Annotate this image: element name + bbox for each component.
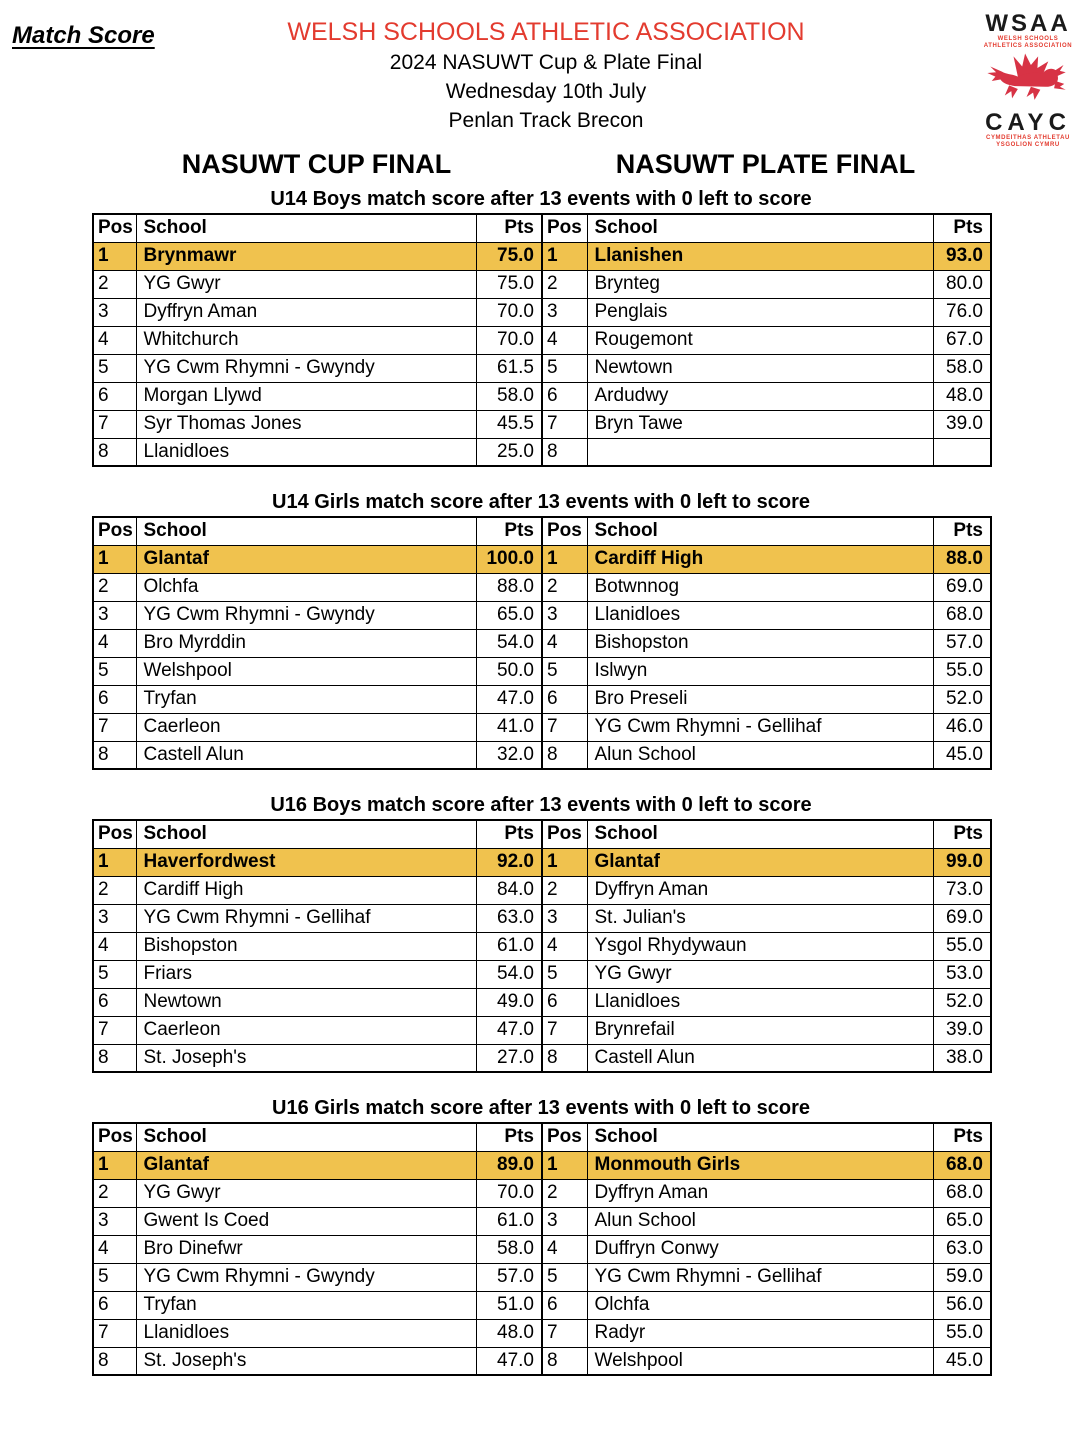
pts-cell: 70.0 — [476, 1179, 542, 1207]
pos-cell: 7 — [542, 1319, 587, 1347]
school-cell: Radyr — [587, 1319, 933, 1347]
pts-cell: 84.0 — [476, 876, 542, 904]
pos-cell: 1 — [542, 242, 587, 270]
table-row — [93, 629, 991, 657]
pos-cell: 6 — [93, 685, 136, 713]
school-header: School — [587, 517, 933, 545]
pts-cell: 69.0 — [933, 904, 991, 932]
school-cell: Penglais — [587, 298, 933, 326]
school-cell: YG Cwm Rhymni - Gwyndy — [136, 601, 476, 629]
school-cell: Newtown — [587, 354, 933, 382]
table-row — [93, 1347, 991, 1375]
pts-cell: 47.0 — [476, 1016, 542, 1044]
pts-header: Pts — [476, 820, 542, 848]
table-row — [93, 298, 991, 326]
section-title: U14 Boys match score after 13 events with 0 left to score — [270, 188, 812, 210]
pts-cell: 47.0 — [476, 685, 542, 713]
score-section — [0, 188, 1092, 467]
school-cell — [587, 438, 933, 466]
pos-header: Pos — [542, 820, 587, 848]
pts-cell: 63.0 — [476, 904, 542, 932]
school-cell: YG Cwm Rhymni - Gellihaf — [136, 904, 476, 932]
pos-cell: 3 — [542, 1207, 587, 1235]
event-venue: Penlan Track Brecon — [448, 109, 644, 132]
school-cell: Olchfa — [136, 573, 476, 601]
pts-cell: 88.0 — [476, 573, 542, 601]
pos-cell: 5 — [93, 657, 136, 685]
pos-header: Pos — [93, 1123, 136, 1151]
pos-header: Pos — [542, 517, 587, 545]
pts-cell: 57.0 — [476, 1263, 542, 1291]
school-cell: Bro Dinefwr — [136, 1235, 476, 1263]
header-row — [93, 517, 991, 545]
school-cell: Newtown — [136, 988, 476, 1016]
pts-cell: 57.0 — [933, 629, 991, 657]
wsaa-subtitle-line1: WELSH SCHOOLS — [997, 36, 1059, 42]
school-cell: Welshpool — [136, 657, 476, 685]
wsaa-logo — [976, 12, 1080, 149]
pts-cell: 61.5 — [476, 354, 542, 382]
pos-cell: 2 — [542, 270, 587, 298]
finals-headings — [92, 149, 990, 180]
pos-cell: 8 — [93, 1347, 136, 1375]
pos-cell: 1 — [542, 1151, 587, 1179]
pos-cell: 5 — [542, 960, 587, 988]
event-title: 2024 NASUWT Cup & Plate Final — [389, 51, 703, 74]
pts-cell: 65.0 — [476, 601, 542, 629]
pos-cell: 1 — [93, 242, 136, 270]
table-row — [93, 876, 991, 904]
table-row — [93, 1263, 991, 1291]
pos-cell: 6 — [93, 1291, 136, 1319]
pts-cell: 50.0 — [476, 657, 542, 685]
pos-cell: 5 — [542, 354, 587, 382]
school-cell: Rougemont — [587, 326, 933, 354]
school-cell: Haverfordwest — [136, 848, 476, 876]
pos-cell: 5 — [93, 1263, 136, 1291]
pts-cell: 68.0 — [933, 1179, 991, 1207]
school-cell: Bro Preseli — [587, 685, 933, 713]
cayc-acronym-text: CAYC — [985, 109, 1071, 136]
table-row — [93, 573, 991, 601]
school-cell: YG Gwyr — [587, 960, 933, 988]
pos-cell: 2 — [542, 573, 587, 601]
table-row — [93, 1207, 991, 1235]
pts-cell: 70.0 — [476, 326, 542, 354]
winner-row — [93, 1151, 991, 1179]
school-cell: YG Gwyr — [136, 1179, 476, 1207]
table-row — [93, 326, 991, 354]
school-cell: Bryn Tawe — [587, 410, 933, 438]
pos-cell: 8 — [542, 1044, 587, 1072]
school-cell: Llanidloes — [587, 601, 933, 629]
school-cell: YG Cwm Rhymni - Gwyndy — [136, 354, 476, 382]
school-cell: Alun School — [587, 741, 933, 769]
school-cell: Welshpool — [587, 1347, 933, 1375]
pts-cell: 80.0 — [933, 270, 991, 298]
wsaa-acronym-text: WSAA — [985, 10, 1071, 37]
school-cell: Caerleon — [136, 713, 476, 741]
event-date: Wednesday 10th July — [445, 80, 647, 103]
school-header: School — [587, 1123, 933, 1151]
pts-cell: 38.0 — [933, 1044, 991, 1072]
school-cell: Tryfan — [136, 1291, 476, 1319]
pts-cell — [933, 438, 991, 466]
pos-cell: 3 — [542, 904, 587, 932]
table-row — [93, 988, 991, 1016]
school-cell: Llanishen — [587, 242, 933, 270]
school-cell: Dyffryn Aman — [587, 876, 933, 904]
pts-cell: 32.0 — [476, 741, 542, 769]
pts-cell: 99.0 — [933, 848, 991, 876]
pos-cell: 4 — [542, 1235, 587, 1263]
table-row — [93, 438, 991, 466]
score-table — [92, 213, 992, 467]
pts-header: Pts — [933, 1123, 991, 1151]
pts-cell: 25.0 — [476, 438, 542, 466]
school-cell: Olchfa — [587, 1291, 933, 1319]
section-title: U14 Girls match score after 13 events with 0 left to score — [272, 491, 810, 513]
pos-cell: 4 — [93, 1235, 136, 1263]
school-cell: Dyffryn Aman — [136, 298, 476, 326]
table-row — [93, 713, 991, 741]
pts-cell: 55.0 — [933, 1319, 991, 1347]
pos-cell: 4 — [542, 932, 587, 960]
pts-cell: 56.0 — [933, 1291, 991, 1319]
pos-cell: 4 — [542, 326, 587, 354]
pts-cell: 93.0 — [933, 242, 991, 270]
pos-cell: 3 — [93, 904, 136, 932]
pts-cell: 47.0 — [476, 1347, 542, 1375]
school-cell: Bishopston — [136, 932, 476, 960]
school-cell: Llanidloes — [587, 988, 933, 1016]
pos-cell: 4 — [93, 326, 136, 354]
school-cell: Monmouth Girls — [587, 1151, 933, 1179]
score-section — [0, 1097, 1092, 1376]
school-cell: St. Julian's — [587, 904, 933, 932]
pts-cell: 55.0 — [933, 657, 991, 685]
pts-header: Pts — [476, 214, 542, 242]
pos-header: Pos — [93, 214, 136, 242]
pos-cell: 5 — [542, 1263, 587, 1291]
school-header: School — [136, 820, 476, 848]
pos-cell: 7 — [93, 1016, 136, 1044]
pts-cell: 75.0 — [476, 242, 542, 270]
school-cell: Brynmawr — [136, 242, 476, 270]
table-row — [93, 270, 991, 298]
school-cell: Cardiff High — [587, 545, 933, 573]
pos-cell: 8 — [93, 1044, 136, 1072]
pos-cell: 7 — [93, 410, 136, 438]
pts-cell: 53.0 — [933, 960, 991, 988]
pos-cell: 4 — [93, 932, 136, 960]
pos-cell: 7 — [93, 1319, 136, 1347]
pos-header: Pos — [93, 517, 136, 545]
pts-cell: 58.0 — [476, 382, 542, 410]
pts-cell: 49.0 — [476, 988, 542, 1016]
table-row — [93, 741, 991, 769]
school-cell: Castell Alun — [136, 741, 476, 769]
header-row — [93, 1123, 991, 1151]
table-row — [93, 1179, 991, 1207]
table-row — [93, 1319, 991, 1347]
pts-cell: 58.0 — [933, 354, 991, 382]
pos-cell: 7 — [542, 410, 587, 438]
school-cell: St. Joseph's — [136, 1044, 476, 1072]
school-cell: Gwent Is Coed — [136, 1207, 476, 1235]
pts-cell: 70.0 — [476, 298, 542, 326]
pos-header: Pos — [542, 1123, 587, 1151]
score-section — [0, 491, 1092, 770]
pts-cell: 46.0 — [933, 713, 991, 741]
pts-cell: 51.0 — [476, 1291, 542, 1319]
school-cell: Ardudwy — [587, 382, 933, 410]
header-row — [93, 214, 991, 242]
pts-cell: 75.0 — [476, 270, 542, 298]
pos-cell: 2 — [542, 1179, 587, 1207]
pos-cell: 6 — [93, 382, 136, 410]
pts-cell: 54.0 — [476, 960, 542, 988]
school-cell: YG Cwm Rhymni - Gellihaf — [587, 713, 933, 741]
table-row — [93, 932, 991, 960]
school-cell: Alun School — [587, 1207, 933, 1235]
school-header: School — [587, 820, 933, 848]
pos-cell: 3 — [542, 298, 587, 326]
table-row — [93, 354, 991, 382]
pts-cell: 45.0 — [933, 741, 991, 769]
table-row — [93, 1291, 991, 1319]
pos-cell: 1 — [542, 848, 587, 876]
pts-cell: 48.0 — [476, 1319, 542, 1347]
pts-cell: 55.0 — [933, 932, 991, 960]
pos-cell: 7 — [93, 713, 136, 741]
school-cell: Bishopston — [587, 629, 933, 657]
school-cell: Brynrefail — [587, 1016, 933, 1044]
pos-cell: 5 — [93, 960, 136, 988]
pts-header: Pts — [933, 517, 991, 545]
cayc-subtitle-line2: YSGOLION CYMRU — [996, 142, 1060, 148]
pos-cell: 7 — [542, 713, 587, 741]
school-cell: Caerleon — [136, 1016, 476, 1044]
pos-cell: 2 — [93, 876, 136, 904]
section-title: U16 Boys match score after 13 events with 0 left to score — [270, 794, 812, 816]
winner-row — [93, 848, 991, 876]
table-row — [93, 1016, 991, 1044]
school-cell: Glantaf — [136, 1151, 476, 1179]
pos-cell: 1 — [93, 545, 136, 573]
school-cell: Cardiff High — [136, 876, 476, 904]
pos-header: Pos — [542, 214, 587, 242]
table-row — [93, 657, 991, 685]
school-cell: Brynteg — [587, 270, 933, 298]
pts-cell: 59.0 — [933, 1263, 991, 1291]
pos-cell: 4 — [93, 629, 136, 657]
winner-row — [93, 242, 991, 270]
pos-cell: 7 — [542, 1016, 587, 1044]
table-row — [93, 960, 991, 988]
pos-cell: 1 — [93, 1151, 136, 1179]
pts-header: Pts — [933, 820, 991, 848]
pts-cell: 39.0 — [933, 1016, 991, 1044]
pos-cell: 3 — [93, 601, 136, 629]
score-table — [92, 819, 992, 1073]
pts-cell: 68.0 — [933, 1151, 991, 1179]
school-cell: YG Cwm Rhymni - Gellihaf — [587, 1263, 933, 1291]
pts-cell: 68.0 — [933, 601, 991, 629]
pts-cell: 58.0 — [476, 1235, 542, 1263]
pos-cell: 8 — [93, 741, 136, 769]
school-cell: Ysgol Rhydywaun — [587, 932, 933, 960]
pts-cell: 89.0 — [476, 1151, 542, 1179]
pos-header: Pos — [93, 820, 136, 848]
school-cell: Whitchurch — [136, 326, 476, 354]
pos-cell: 2 — [93, 270, 136, 298]
score-table — [92, 516, 992, 770]
school-cell: Morgan Llywd — [136, 382, 476, 410]
association-title: WELSH SCHOOLS ATHLETIC ASSOCIATION — [287, 18, 805, 46]
table-row — [93, 1044, 991, 1072]
match-score-label: Match Score — [12, 22, 155, 49]
school-cell: Botwnnog — [587, 573, 933, 601]
pos-cell: 1 — [93, 848, 136, 876]
pts-cell: 73.0 — [933, 876, 991, 904]
pos-cell: 5 — [93, 354, 136, 382]
pos-cell: 5 — [542, 657, 587, 685]
pts-cell: 45.5 — [476, 410, 542, 438]
pts-cell: 65.0 — [933, 1207, 991, 1235]
table-row — [93, 1235, 991, 1263]
school-header: School — [136, 1123, 476, 1151]
pos-cell: 1 — [542, 545, 587, 573]
page-header — [0, 0, 1092, 148]
pts-cell: 61.0 — [476, 932, 542, 960]
winner-row — [93, 545, 991, 573]
table-row — [93, 382, 991, 410]
header-row — [93, 820, 991, 848]
school-cell: Llanidloes — [136, 1319, 476, 1347]
plate-final-heading: NASUWT PLATE FINAL — [615, 149, 916, 179]
school-cell: Duffryn Conwy — [587, 1235, 933, 1263]
pos-cell: 6 — [542, 1291, 587, 1319]
pos-cell: 2 — [93, 573, 136, 601]
pos-cell: 2 — [542, 876, 587, 904]
pos-cell: 8 — [542, 741, 587, 769]
school-header: School — [136, 517, 476, 545]
school-cell: Syr Thomas Jones — [136, 410, 476, 438]
pos-cell: 4 — [542, 629, 587, 657]
score-sections — [0, 188, 1092, 1376]
pos-cell: 8 — [542, 1347, 587, 1375]
pts-cell: 63.0 — [933, 1235, 991, 1263]
school-header: School — [136, 214, 476, 242]
score-section — [0, 794, 1092, 1073]
pts-cell: 88.0 — [933, 545, 991, 573]
school-cell: Tryfan — [136, 685, 476, 713]
table-row — [93, 601, 991, 629]
pos-cell: 3 — [93, 298, 136, 326]
pos-cell: 3 — [93, 1207, 136, 1235]
pts-header: Pts — [476, 517, 542, 545]
pts-cell: 52.0 — [933, 988, 991, 1016]
pos-cell: 6 — [93, 988, 136, 1016]
school-header: School — [587, 214, 933, 242]
table-row — [93, 410, 991, 438]
pos-cell: 6 — [542, 988, 587, 1016]
welsh-dragon-icon — [984, 52, 1072, 110]
wsaa-subtitle-line2: ATHLETICS ASSOCIATION — [983, 43, 1073, 49]
pts-cell: 45.0 — [933, 1347, 991, 1375]
cayc-subtitle-line1: CYMDEITHAS ATHLETAU — [986, 135, 1070, 141]
school-cell: St. Joseph's — [136, 1347, 476, 1375]
cup-final-heading: NASUWT CUP FINAL — [181, 149, 452, 179]
pts-header: Pts — [476, 1123, 542, 1151]
pos-cell: 6 — [542, 382, 587, 410]
pos-cell: 6 — [542, 685, 587, 713]
pos-cell: 8 — [93, 438, 136, 466]
pts-cell: 100.0 — [476, 545, 542, 573]
school-cell: YG Gwyr — [136, 270, 476, 298]
pts-cell: 54.0 — [476, 629, 542, 657]
pts-cell: 61.0 — [476, 1207, 542, 1235]
section-title: U16 Girls match score after 13 events with 0 left to score — [272, 1097, 810, 1119]
school-cell: Glantaf — [587, 848, 933, 876]
school-cell: Islwyn — [587, 657, 933, 685]
pts-cell: 69.0 — [933, 573, 991, 601]
school-cell: Bro Myrddin — [136, 629, 476, 657]
pos-cell: 3 — [542, 601, 587, 629]
pts-cell: 27.0 — [476, 1044, 542, 1072]
pts-cell: 92.0 — [476, 848, 542, 876]
table-row — [93, 685, 991, 713]
table-row — [93, 904, 991, 932]
pos-cell: 8 — [542, 438, 587, 466]
pts-header: Pts — [933, 214, 991, 242]
pts-cell: 76.0 — [933, 298, 991, 326]
school-cell: Glantaf — [136, 545, 476, 573]
pts-cell: 41.0 — [476, 713, 542, 741]
school-cell: YG Cwm Rhymni - Gwyndy — [136, 1263, 476, 1291]
pts-cell: 52.0 — [933, 685, 991, 713]
school-cell: Castell Alun — [587, 1044, 933, 1072]
pts-cell: 39.0 — [933, 410, 991, 438]
school-cell: Dyffryn Aman — [587, 1179, 933, 1207]
pts-cell: 67.0 — [933, 326, 991, 354]
document-titles — [0, 16, 1092, 135]
score-table — [92, 1122, 992, 1376]
pts-cell: 48.0 — [933, 382, 991, 410]
school-cell: Llanidloes — [136, 438, 476, 466]
pos-cell: 2 — [93, 1179, 136, 1207]
school-cell: Friars — [136, 960, 476, 988]
